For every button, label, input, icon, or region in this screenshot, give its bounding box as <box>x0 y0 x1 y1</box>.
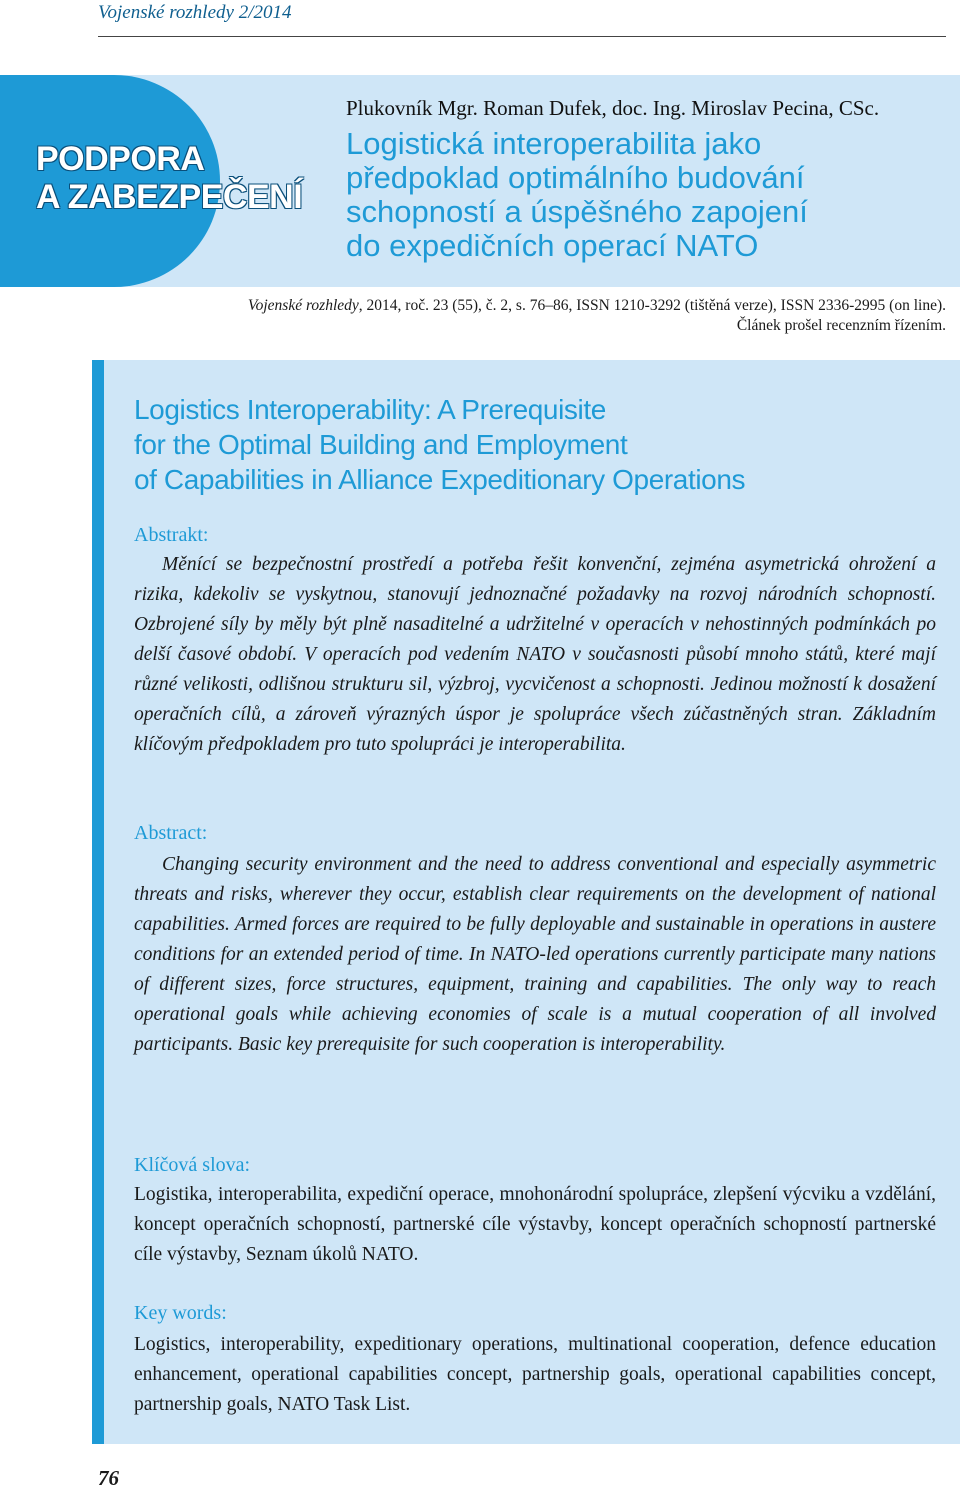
section-label-line2: A ZABEZPEČENÍ <box>36 178 303 216</box>
abstract-text: Changing security environment and the need to address conventional and especially asymmetric threats and risks, wherever they occur, establish clear requirements on the development of national capabilities. Armed forces are required to be fully deployable and sustainable in operations in austere conditions for an extended period of time. In NATO-led operations currently participate many nations of different sizes, force structures, equipment, training and capabilities. The only way to reach operational goals while achieving economies of scale is a mutual cooperation of all involved participants. Basic key prerequisite for such cooperation is interoperability. <box>134 854 936 1055</box>
title-line: Logistics Interoperability: A Prerequisite <box>134 394 606 425</box>
authors: Plukovník Mgr. Roman Dufek, doc. Ing. Miroslav Pecina, CSc. <box>346 96 880 120</box>
article-title-czech <box>346 127 946 263</box>
klicova-slova-text: Logistika, interoperabilita, expediční operace, mnohonárodní spolupráce, zlepšení výcviku a vzdělání, koncept operačních schopností, partnerské cíle výstavby, koncept operačních schopností partnerské cíle výstavby, Seznam úkolů NATO. <box>134 1184 936 1265</box>
section-label-line1: PODPORA <box>36 140 205 178</box>
title-line: of Capabilities in Alliance Expeditionary Operations <box>134 464 746 495</box>
article-title-english <box>134 392 944 497</box>
header-rule <box>98 36 946 37</box>
key-words-heading: Key words: <box>134 1302 227 1324</box>
title-line: Logistická interoperabilita jako <box>346 126 762 161</box>
section-label <box>36 140 302 216</box>
citation-details: , 2014, roč. 23 (55), č. 2, s. 76–86, ISSN 1210-3292 (tištěná verze), ISSN 2336-2995 (on line). <box>358 297 946 314</box>
abstract-accent-bar <box>92 360 104 1444</box>
citation <box>106 296 946 336</box>
title-line: předpoklad optimálního budování <box>346 160 805 195</box>
key-words-text: Logistics, interoperability, expeditionary operations, multinational cooperation, defence education enhancement, operational capabilities concept, partnership goals, operational capabilities concept, partnership goals, NATO Task List. <box>134 1334 936 1415</box>
klicova-slova-heading: Klíčová slova: <box>134 1154 251 1176</box>
abstrakt-heading: Abstrakt: <box>134 524 209 546</box>
review-note: Článek prošel recenzním řízením. <box>736 317 946 334</box>
title-line: do expedičních operací NATO <box>346 228 759 263</box>
abstract-heading: Abstract: <box>134 822 208 844</box>
running-head: Vojenské rozhledy 2/2014 <box>98 2 292 23</box>
title-line: schopností a úspěšného zapojení <box>346 194 808 229</box>
page-number: 76 <box>98 1466 119 1490</box>
title-line: for the Optimal Building and Employment <box>134 429 628 460</box>
citation-journal: Vojenské rozhledy <box>247 297 359 314</box>
abstrakt-text: Měnící se bezpečnostní prostředí a potřeba řešit konvenční, zejména asymetrická ohrožení a rizika, kdekoliv se vyskytnou, stanovují jednoznačné požadavky na rozvoj národních schopností. Ozbrojené síly by měly být plně nasaditelné a udržitelné v operacích v nehostinných podmínkách po delší časové období. V operacích pod vedením NATO v současnosti působí mnoho států, které mají různé velikosti, odlišnou strukturu sil, výzbroj, vycvičenost a schopnosti. Jedinou možností k dosažení operačních cílů, a zároveň výrazných úspor je spolupráce všech zúčastněných stran. Základním klíčovým předpokladem pro tuto spolupráci je interoperabilita. <box>134 554 936 755</box>
